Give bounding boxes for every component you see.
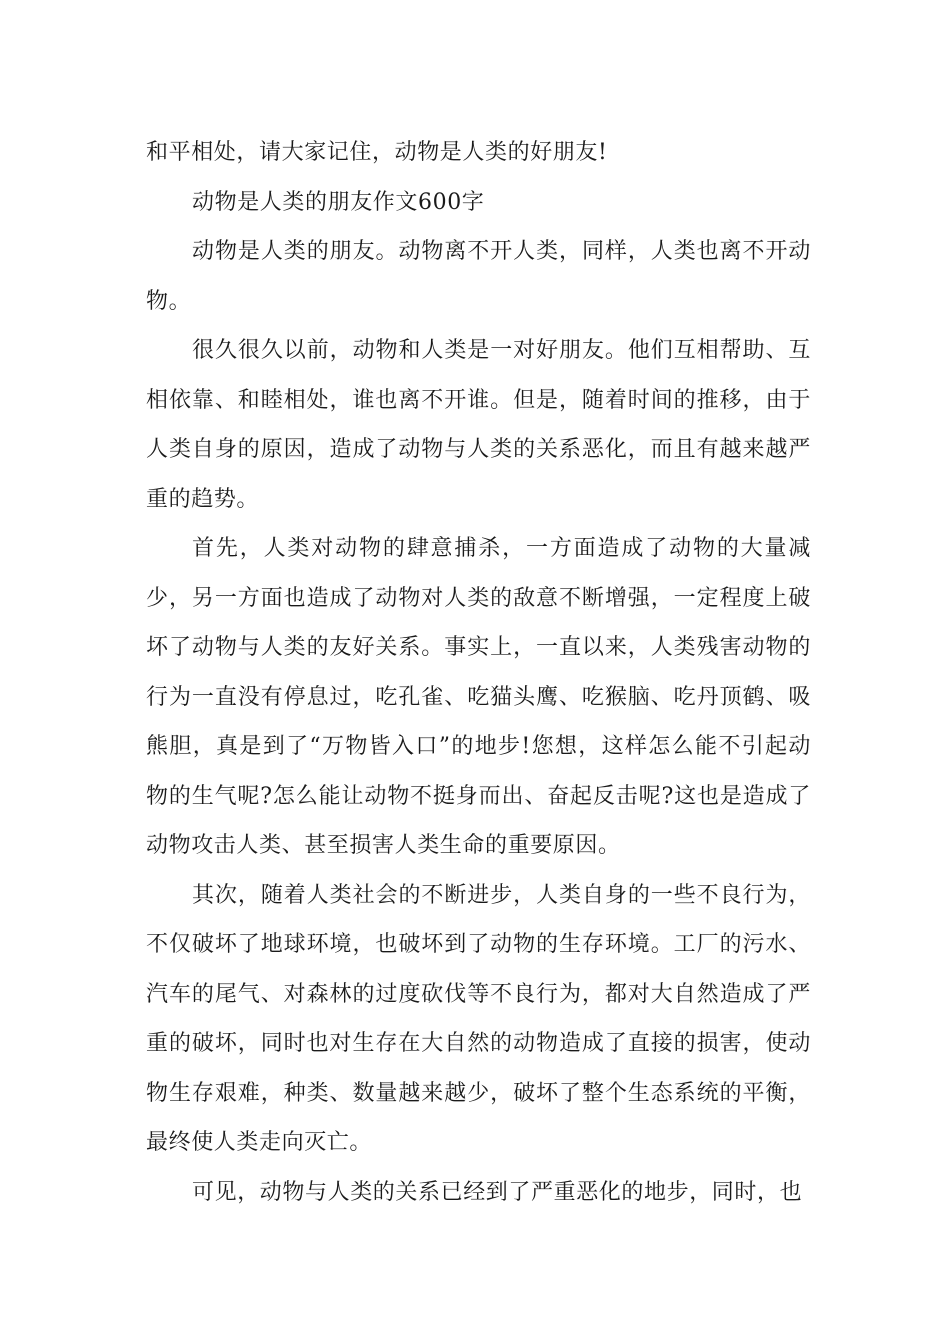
paragraph-conclusion: 可见，动物与人类的关系已经到了严重恶化的地步，同时，也 (192, 1179, 803, 1205)
paragraph-history: 很久很久以前，动物和人类是一对好朋友。他们互相帮助、互相依靠、和睦相处，谁也离不开谁。但是，随着时间的推移，由于人类自身的原因，造成了动物与人类的关系恶化，而且有越来越严重的趋势。 (146, 338, 811, 512)
paragraph-closing-line: 和平相处，请大家记住，动物是人类的好朋友! (146, 140, 608, 165)
paragraph-second-reason: 其次，随着人类社会的不断进步，人类自身的一些不良行为，不仅破坏了地球环境，也破坏到了动物的生存环境。工厂的污水、汽车的尾气、对森林的过度砍伐等不良行为，都对大自然造成了严重的破坏，同时也对生存在大自然的动物造成了直接的损害，使动物生存艰难，种类、数量越来越少，破坏了整个生态系统的平衡，最终使人类走向灭亡。 (146, 882, 811, 1155)
essay-title: 动物是人类的朋友作文600字 (192, 189, 485, 215)
paragraph-first-reason: 首先，人类对动物的肆意捕杀，一方面造成了动物的大量减少，另一方面也造成了动物对人类的敌意不断增强，一定程度上破坏了动物与人类的友好关系。事实上，一直以来，人类残害动物的行为一直没有停息过，吃孔雀、吃猫头鹰、吃猴脑、吃丹顶鹤、吸熊胆，真是到了“万物皆入口”的地步!您想，这样怎么能不引起动物的生气呢?怎么能让动物不挺身而出、奋起反击呢?这也是造成了动物攻击人类、甚至损害人类生命的重要原因。 (146, 536, 811, 858)
document-body (146, 128, 811, 1217)
paragraph-intro: 动物是人类的朋友。动物离不开人类，同样，人类也离不开动物。 (146, 239, 811, 314)
